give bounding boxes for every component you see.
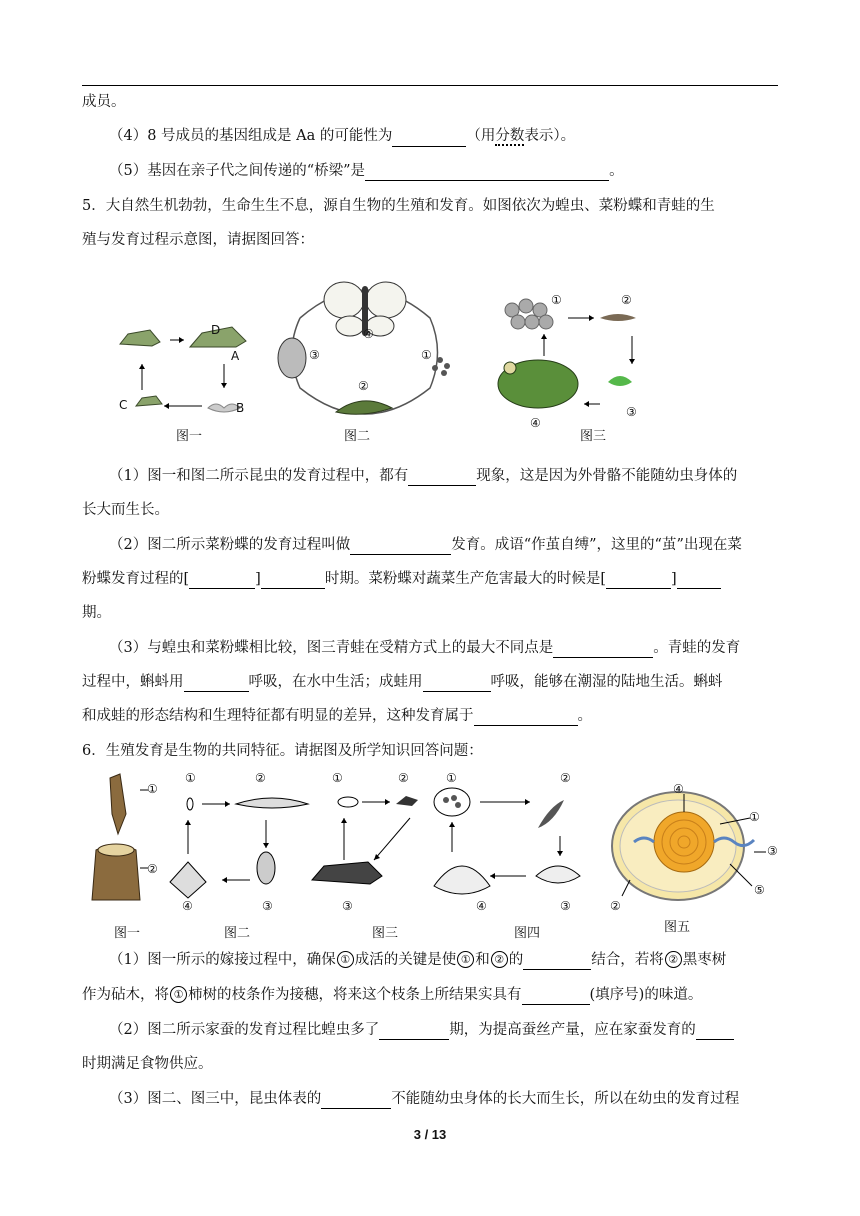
fig3-mark-3: ③ — [342, 899, 353, 913]
fig2-mark-1: ① — [185, 771, 196, 785]
fig2-mark-2: ② — [255, 771, 266, 785]
life-cycle-figures-1 — [100, 272, 660, 444]
answer-blank[interactable] — [423, 675, 491, 692]
butterfly-mark-4: ④ — [363, 327, 374, 341]
egg-figure — [612, 792, 766, 900]
answer-blank[interactable] — [677, 572, 721, 589]
answer-blank[interactable] — [189, 572, 255, 589]
problem-5-intro: 5．大自然生机勃勃，生命生生不息，源自生物的生殖和发育。如图依次为蝗虫、菜粉蝶和青蛙的生 — [82, 198, 715, 214]
fig5-mark-5: ⑤ — [754, 883, 765, 897]
answer-blank[interactable] — [696, 1023, 734, 1040]
p5-question-2: （2）图二所示菜粉蝶的发育过程叫做 发育。成语“作茧自缚”，这里的“茧”出现在菜 — [109, 537, 742, 553]
p5-question-1: （1）图一和图二所示昆虫的发育过程中，都有 现象，这是因为外骨骼不能随幼虫身体的 — [109, 468, 738, 484]
grafting-figure — [92, 774, 148, 900]
answer-blank[interactable] — [392, 130, 466, 147]
caption-fig1: 图一 — [176, 429, 203, 444]
fig5-mark-3: ③ — [767, 844, 778, 858]
caption-b-fig2: 图二 — [224, 926, 251, 941]
frog-figure — [434, 788, 580, 894]
question-5: （5）基因在亲子代之间传递的“桥梁”是 。 — [109, 163, 624, 179]
answer-blank[interactable] — [474, 709, 578, 726]
p5-question-3-end: 和成蛙的形态结构和生理特征都有明显的差异，这种发育属于 。 — [82, 708, 592, 724]
locust-label-b: B — [236, 401, 245, 415]
fig5-mark-2: ② — [610, 899, 621, 913]
p5-question-1-cont: 长大而生长。 — [82, 502, 169, 518]
p6-question-1: （1）图一所示的嫁接过程中，确保 ① 成活的关键是使 ① 和 ② 的 结合，若将 ② 黑枣树 — [109, 952, 727, 968]
silkworm-figure — [170, 798, 308, 898]
p6-question-3: （3）图二、图三中，昆虫体表的 不能随幼虫身体的长大而生长，所以在幼虫的发育过程 — [109, 1091, 740, 1107]
answer-blank[interactable] — [523, 953, 591, 970]
frog-mark-3: ③ — [626, 405, 637, 419]
header-rule — [82, 85, 778, 86]
frog-mark-1: ① — [551, 293, 562, 307]
caption-b-fig1: 图一 — [114, 926, 141, 941]
butterfly-mark-2: ② — [358, 379, 369, 393]
caption-b-fig5: 图五 — [664, 920, 691, 935]
answer-blank[interactable] — [261, 572, 325, 589]
caption-fig2: 图二 — [344, 429, 371, 444]
fig3-mark-1: ① — [332, 771, 343, 785]
circled-number: ① — [457, 951, 474, 968]
life-cycle-figures-2 — [90, 770, 790, 920]
problem-6-intro: 6．生殖发育是生物的共同特征。请据图及所学知识回答问题： — [82, 743, 483, 759]
answer-blank[interactable] — [350, 538, 451, 555]
p6-question-2: （2）图二所示家蚕的发育过程比蝗虫多了 期，为提高蚕丝产量，应在家蚕发育的 — [109, 1020, 782, 1040]
locust-label-a: A — [231, 349, 240, 363]
caption-b-fig4: 图四 — [514, 926, 541, 941]
fig4-mark-2: ② — [560, 771, 571, 785]
locust-label-c: C — [119, 398, 128, 412]
p5-question-3: （3）与蝗虫和菜粉蝶相比较，图三青蛙在受精方式上的最大不同点是 。青蛙的发育 — [109, 640, 741, 656]
fig4-mark-4: ④ — [476, 899, 487, 913]
question-4: （4）8 号成员的基因组成是 Aa 的可能性为 （用分数表示）。 — [109, 126, 782, 147]
locust-figure — [312, 796, 418, 884]
circled-number: ① — [337, 951, 354, 968]
p5-question-2-cont: 粉蝶发育过程的[ ] 时期。菜粉蝶对蔬菜生产危害最大的时候是[ ] — [82, 569, 782, 589]
circled-number: ① — [170, 986, 187, 1003]
p5-question-2-end: 期。 — [82, 605, 111, 621]
caption-b-fig3: 图三 — [372, 926, 399, 941]
fig1-mark-1: ① — [147, 782, 158, 796]
locust-label-d: D — [211, 323, 221, 337]
fig4-mark-1: ① — [446, 771, 457, 785]
fig4-mark-3: ③ — [560, 899, 571, 913]
answer-blank[interactable] — [379, 1023, 449, 1040]
p6-question-1-cont: 作为砧木，将 ① 柿树的枝条作为接穗，将来这个枝条上所结果实具有 (填序号)的味道。 — [82, 987, 703, 1003]
circled-number: ② — [491, 951, 508, 968]
p5-question-3-cont: 过程中，蝌蚪用 呼吸，在水中生活；成蛙用 呼吸，能够在潮湿的陆地生活。蝌蚪 — [82, 674, 723, 690]
locust-cycle — [120, 327, 246, 412]
answer-blank[interactable] — [321, 1092, 391, 1109]
answer-blank[interactable] — [408, 469, 476, 486]
frog-mark-4: ④ — [530, 416, 541, 430]
answer-blank[interactable] — [365, 164, 609, 181]
fig2-mark-3: ③ — [262, 899, 273, 913]
frog-mark-2: ② — [621, 293, 632, 307]
text-line-members: 成员。 — [82, 94, 126, 110]
page-number: 3 / 13 — [413, 1127, 447, 1142]
caption-fig3: 图三 — [580, 429, 607, 444]
problem-5-intro-2: 殖与发育过程示意图，请据图回答： — [82, 232, 314, 248]
answer-blank[interactable] — [553, 641, 653, 658]
answer-blank[interactable] — [522, 988, 590, 1005]
fig5-mark-1: ① — [749, 810, 760, 824]
fig2-mark-4: ④ — [182, 899, 193, 913]
fig5-mark-4: ④ — [673, 782, 684, 796]
fig1-mark-2: ② — [147, 862, 158, 876]
butterfly-mark-1: ① — [421, 348, 432, 362]
fig3-mark-2: ② — [398, 771, 409, 785]
p6-question-2-cont: 时期满足食物供应。 — [82, 1056, 213, 1072]
butterfly-mark-3: ③ — [309, 348, 320, 362]
answer-blank[interactable] — [184, 675, 249, 692]
answer-blank[interactable] — [606, 572, 671, 589]
frog-cycle — [498, 299, 636, 408]
circled-number: ② — [665, 951, 682, 968]
